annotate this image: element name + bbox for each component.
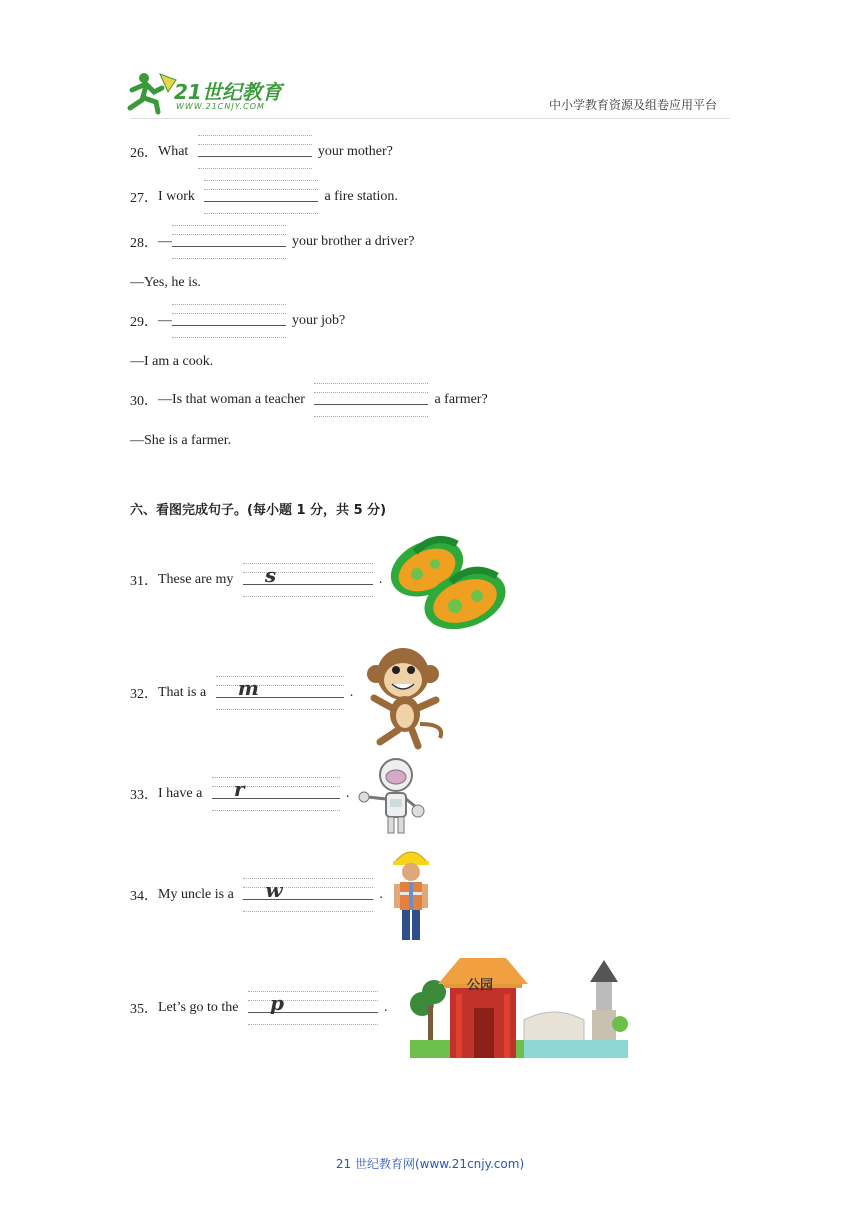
question-text-before: —: [158, 234, 172, 249]
question-text-after: your job?: [292, 313, 346, 328]
question-text-before: That is a: [158, 685, 207, 700]
question-number: 27．: [130, 191, 158, 206]
question-number: 30．: [130, 394, 158, 409]
question-text-after: .: [345, 786, 350, 801]
question-26: [130, 135, 393, 169]
header-divider: [130, 118, 730, 119]
hint-letter: s: [264, 563, 277, 587]
answer-writing-lines[interactable]: [212, 777, 340, 811]
question-number: 28．: [130, 236, 158, 251]
question-29: [130, 304, 345, 338]
footer-text: 21 世纪教育网(www.21cnjy.com): [335, 1157, 525, 1171]
site-logo: [124, 70, 294, 116]
question-32: [130, 676, 353, 710]
question-text-after: your mother?: [317, 144, 393, 159]
header-platform-text: 中小学教育资源及组卷应用平台: [549, 98, 718, 112]
answer-writing-lines[interactable]: [243, 878, 373, 912]
answer-writing-lines[interactable]: [204, 180, 318, 214]
shoes-illustration: [385, 530, 510, 632]
question-35: [130, 991, 388, 1025]
reply-28: —Yes, he is.: [130, 275, 201, 290]
hint-letter: m: [237, 676, 259, 700]
worker-illustration: [390, 846, 432, 944]
question-28: [130, 225, 414, 259]
question-number: 32．: [130, 687, 158, 702]
question-text-before: What: [158, 144, 189, 159]
question-30: [130, 383, 488, 417]
park-illustration: [404, 954, 630, 1060]
logo-title: 21世纪教育: [174, 80, 282, 104]
answer-writing-lines[interactable]: [216, 676, 344, 710]
question-33: [130, 777, 349, 811]
logo-url: WWW.21CNJY.COM: [176, 102, 265, 111]
reply-30: —She is a farmer.: [130, 433, 232, 448]
answer-writing-lines[interactable]: [243, 563, 373, 597]
question-text-after: a fire station.: [324, 189, 398, 204]
question-text-before: My uncle is a: [158, 887, 234, 902]
question-number: 35．: [130, 1002, 158, 1017]
question-number: 26．: [130, 146, 158, 161]
question-27: [130, 180, 398, 214]
question-number: 34．: [130, 889, 158, 904]
question-text-after: .: [379, 887, 383, 902]
answer-writing-lines[interactable]: [248, 991, 378, 1025]
question-34: [130, 878, 383, 912]
question-text-before: These are my: [158, 572, 234, 587]
question-text-before: —: [158, 313, 172, 328]
answer-writing-lines[interactable]: [172, 304, 286, 338]
answer-writing-lines[interactable]: [314, 383, 428, 417]
question-text-after: .: [384, 1000, 388, 1015]
question-text-after: a farmer?: [434, 392, 488, 407]
hint-letter: r: [233, 777, 245, 801]
question-text-after: .: [349, 685, 354, 700]
question-31: [130, 563, 382, 597]
question-text-after: .: [378, 572, 383, 587]
section-six-title: 六、看图完成句子。(每小题 1 分，共 5 分): [130, 503, 387, 518]
question-text-before: —Is that woman a teacher: [158, 392, 305, 407]
question-number: 31．: [130, 574, 158, 589]
question-number: 29．: [130, 315, 158, 330]
hint-letter: w: [265, 878, 283, 902]
question-text-before: I work: [158, 189, 195, 204]
question-text-after: your brother a driver?: [292, 234, 415, 249]
question-number: 33．: [130, 788, 158, 803]
question-text-before: Let’s go to the: [158, 1000, 239, 1015]
answer-writing-lines[interactable]: [172, 225, 286, 259]
monkey-illustration: [360, 638, 450, 750]
answer-writing-lines[interactable]: [198, 135, 312, 169]
reply-29: —I am a cook.: [130, 354, 214, 369]
park-sign: 公园: [467, 978, 494, 993]
question-text-before: I have a: [158, 786, 203, 801]
hint-letter: p: [270, 991, 284, 1015]
robot-illustration: [356, 755, 426, 839]
